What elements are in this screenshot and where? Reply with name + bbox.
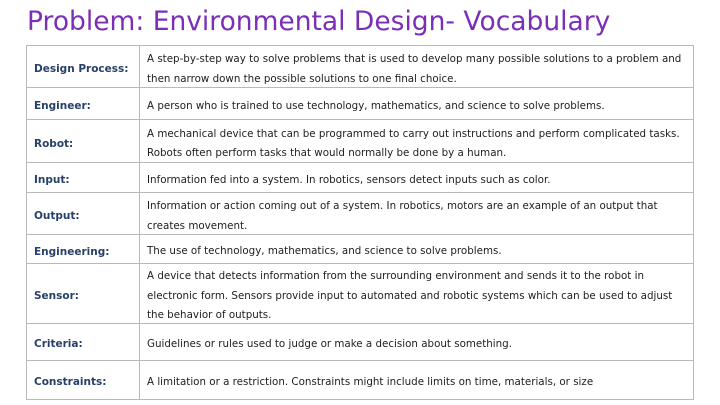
- vocabulary-table: [26, 45, 694, 400]
- term-label: Engineer:: [34, 100, 91, 112]
- table-row: [27, 323, 694, 360]
- table-row: [27, 46, 694, 88]
- definition-text: A person who is trained to use technology, mathematics, and science to solve problems.: [147, 99, 605, 112]
- term-cell: [27, 163, 140, 193]
- table-row: [27, 235, 694, 264]
- definition-cell: [140, 323, 694, 360]
- term-cell: [27, 120, 140, 163]
- term-label: Robot:: [34, 137, 74, 150]
- definition-text: A limitation or a restriction. Constraints might include limits on time, materials, or size: [147, 375, 594, 388]
- definition-text: A device that detects information from the surrounding environment and sends it to the robot in electronic form. Sensors provide input to automated and robotic systems which can be used to adjust the behavior of outputs.: [147, 270, 673, 321]
- definition-cell: [140, 163, 694, 193]
- term-cell: [27, 360, 140, 399]
- table-row: [27, 264, 694, 324]
- table-row: [27, 360, 694, 399]
- table-row: [27, 120, 694, 163]
- term-label: Sensor:: [34, 289, 79, 302]
- term-cell: [27, 46, 140, 88]
- definition-text: The use of technology, mathematics, and science to solve problems.: [147, 245, 502, 258]
- term-label: Design Process:: [34, 63, 129, 75]
- term-cell: [27, 88, 140, 120]
- definition-cell: [140, 235, 694, 264]
- definition-text: Information or action coming out of a system. In robotics, motors are an example of an output that creates movement.: [147, 200, 658, 232]
- term-cell: [27, 323, 140, 360]
- definition-cell: [140, 193, 694, 235]
- definition-cell: [140, 360, 694, 399]
- definition-cell: [140, 120, 694, 163]
- definition-text: Information fed into a system. In robotics, sensors detect inputs such as color.: [147, 173, 551, 186]
- definition-cell: [140, 264, 694, 324]
- term-cell: [27, 264, 140, 324]
- term-label: Criteria:: [34, 338, 83, 350]
- term-label: Output:: [34, 210, 80, 222]
- term-label: Input:: [34, 174, 70, 186]
- term-label: Constraints:: [34, 376, 107, 388]
- definition-text: Guidelines or rules used to judge or make a decision about something.: [147, 337, 512, 350]
- term-label: Engineering:: [34, 245, 110, 258]
- definition-text: A mechanical device that can be programmed to carry out instructions and perform complicated tasks. Robots often perform tasks that would normally be done by a human.: [147, 127, 680, 159]
- table-row: [27, 193, 694, 235]
- table-row: [27, 163, 694, 193]
- term-cell: [27, 235, 140, 264]
- definition-cell: [140, 46, 694, 88]
- definition-text: A step-by-step way to solve problems that is used to develop many possible solutions to a problem and then narrow down the possible solutions to one final choice.: [147, 53, 682, 85]
- slide-title: Problem: Environmental Design- Vocabulary: [27, 6, 611, 37]
- definition-cell: [140, 88, 694, 120]
- term-cell: [27, 193, 140, 235]
- table-row: [27, 88, 694, 120]
